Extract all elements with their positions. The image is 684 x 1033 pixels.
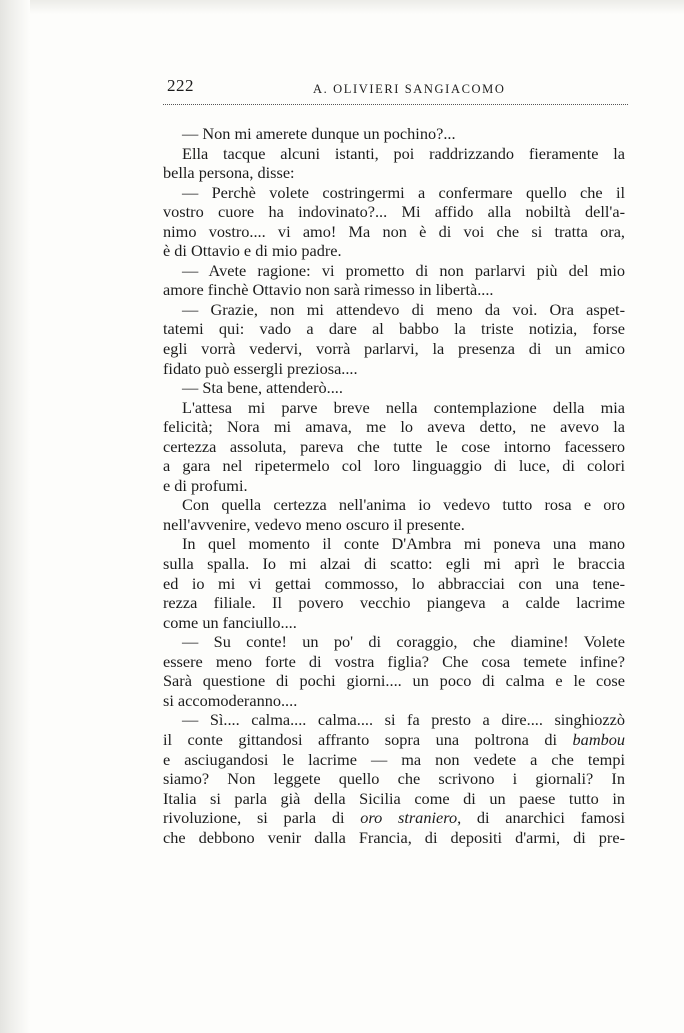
text-line-content: Con quella certezza nell'anima io vedevo tutto rosa e oro (182, 495, 625, 515)
text-line-content: nimo vostro.... vi amo! Ma non è di voi che si tratta ora, (163, 221, 625, 241)
page-edge-top (0, 0, 684, 14)
text-line (163, 222, 625, 242)
text-line-content: — Sta bene, attenderò.... (182, 378, 343, 398)
text-line-content: , di anarchici famosi (457, 808, 626, 828)
text-line (163, 163, 625, 183)
text-line-content: rivoluzione, si parla di (163, 808, 361, 828)
header-dotted-rule (163, 104, 628, 105)
text-line-content: egli vorrà vedervi, vorrà parlarvi, la presenza di un amico (163, 339, 625, 359)
text-line (163, 280, 625, 300)
text-line (163, 398, 625, 418)
text-line (163, 789, 625, 809)
text-line-content: L'attesa mi parve breve nella contemplazione della mia (182, 397, 625, 417)
text-line (163, 124, 625, 144)
text-line-content: ed io mi vi gettai commosso, lo abbracciai con una tene- (163, 573, 625, 593)
text-line-content: sulla spalla. Io mi alzai di scatto: egli mi aprì le braccia (163, 554, 625, 574)
text-line-content: nell'avvenire, vedevo meno oscuro il presente. (163, 514, 465, 534)
text-line (163, 691, 625, 711)
text-line (163, 750, 625, 770)
text-line-content: vostro cuore ha indovinato?... Mi affido alla nobiltà dell'a- (163, 202, 625, 222)
text-line (163, 613, 625, 633)
text-line (163, 202, 625, 222)
text-line-content: amore finchè Ottavio non sarà rimesso in libertà.... (163, 280, 494, 300)
running-title: A. OLIVIERI SANGIACOMO (313, 82, 506, 96)
text-line (163, 730, 625, 750)
text-line (163, 183, 625, 203)
text-line (163, 671, 625, 691)
text-line-content: — Su conte! un po' di coraggio, che diamine! Volete (182, 632, 625, 652)
page-header (163, 76, 625, 106)
text-line-content: Italia si parla già della Sicilia come di un paese tutto in (163, 788, 625, 808)
text-line (163, 241, 625, 261)
text-line-content: felicità; Nora mi amava, me lo aveva detto, ne avevo la (163, 417, 625, 437)
text-line-content: — Avete ragione: vi prometto di non parlarvi più del mio (182, 260, 625, 280)
text-line-content: tatemi qui: vado a dare al babbo la triste notizia, forse (163, 319, 625, 339)
text-line (163, 456, 625, 476)
text-line-content: il conte gittandosi affranto sopra una poltrona di (163, 729, 573, 749)
text-line (163, 476, 625, 496)
text-line (163, 261, 625, 281)
text-line (163, 574, 625, 594)
text-line-content: — Grazie, non mi attendevo di meno da voi. Ora aspet- (182, 299, 625, 319)
text-line (163, 593, 625, 613)
text-line-content: si accomoderanno.... (163, 690, 298, 710)
text-line (163, 437, 625, 457)
text-line-content: e di profumi. (163, 475, 248, 495)
text-line (163, 515, 625, 535)
text-line-content: Sarà questione di pochi giorni.... un poco di calma e le cose (163, 671, 625, 691)
text-line-content: e asciugandosi le lacrime — ma non vedete a che tempi (163, 749, 625, 769)
text-line (163, 652, 625, 672)
text-line (163, 710, 625, 730)
italic-phrase: oro straniero (360, 808, 458, 828)
text-line-content: — Sì.... calma.... calma.... si fa presto a dire.... singhiozzò (182, 710, 625, 730)
text-line-content: essere meno forte di vostra figlia? Che cosa temete infine? (163, 651, 625, 671)
text-line-content: che debbono venir dalla Francia, di depositi d'armi, di pre- (163, 827, 625, 847)
body-text (163, 124, 625, 847)
text-line-content: è di Ottavio e di mio padre. (163, 241, 342, 261)
italic-word: bambou (572, 729, 625, 749)
text-line-content: — Non mi amerete dunque un pochino?... (182, 124, 456, 143)
text-line (163, 378, 625, 398)
text-line-content: a gara nel ripetermelo col loro linguaggio di luce, di colori (163, 456, 625, 476)
text-line (163, 339, 625, 359)
text-line (163, 495, 625, 515)
text-line (163, 808, 625, 828)
text-line-content: — Perchè volete costringermi a confermare quello che il (182, 182, 625, 202)
text-line-content: In quel momento il conte D'Ambra mi poneva una mano (182, 534, 625, 554)
text-line (163, 417, 625, 437)
text-line (163, 554, 625, 574)
text-line (163, 319, 625, 339)
text-line-content: siamo? Non leggete quello che scrivono i giornali? In (163, 769, 625, 789)
text-line-content: rezza filiale. Il povero vecchio piangeva a calde lacrime (163, 593, 625, 613)
text-line-content: come un fanciullo.... (163, 612, 297, 632)
page-number: 222 (167, 76, 194, 95)
text-line (163, 300, 625, 320)
text-line (163, 828, 625, 848)
text-line-content: Ella tacque alcuni istanti, poi raddrizzando fieramente la (182, 143, 625, 163)
text-line (163, 769, 625, 789)
text-line (163, 144, 625, 164)
text-line (163, 534, 625, 554)
text-line (163, 632, 625, 652)
page-edge-left (0, 0, 30, 1033)
text-line-content: bella persona, disse: (163, 163, 295, 183)
text-line (163, 359, 625, 379)
text-line-content: fidato può essergli preziosa.... (163, 358, 358, 378)
text-line-content: certezza assoluta, pareva che tutte le cose intorno facessero (163, 436, 625, 456)
